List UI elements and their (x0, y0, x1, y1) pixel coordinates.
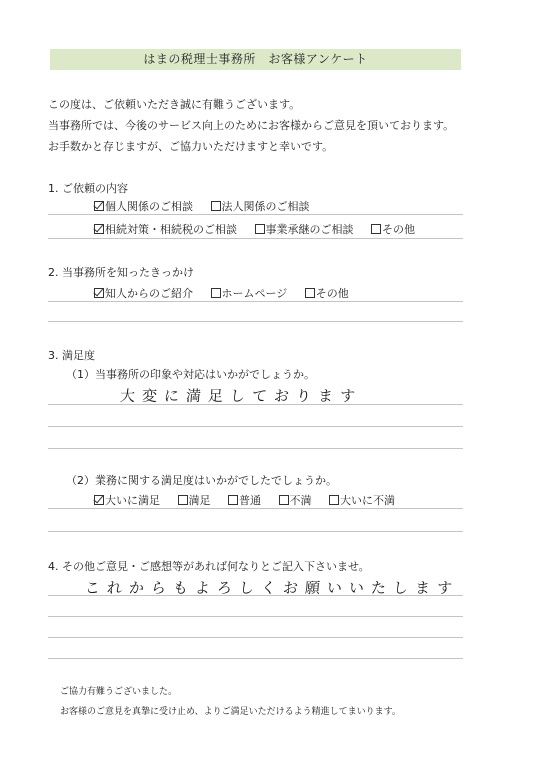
checkbox[interactable] (371, 224, 381, 234)
checkbox[interactable] (211, 288, 221, 298)
q3-options-row-1 (94, 492, 409, 508)
q2-options-row-1 (94, 285, 363, 301)
checkbox[interactable] (305, 288, 315, 298)
q2-option-homepage[interactable]: ホームページ (211, 285, 288, 301)
intro-line-1: この度は、ご依頼いただき誠に有難うございます。 (48, 98, 301, 111)
q2-heading: 2. 当事務所を知ったきっかけ (48, 266, 194, 279)
checkbox[interactable] (329, 495, 339, 505)
q3-option-satisfied[interactable]: 満足 (178, 492, 211, 508)
answer-line (48, 595, 463, 596)
q1-option-corporate[interactable]: 法人関係のご相談 (211, 198, 310, 214)
q4-heading: 4. その他ご意見・ご感想等があれば何なりとご記入下さいませ。 (48, 560, 370, 573)
footer-message: お客様のご意見を真摯に受け止め、よりご満足いただけるよう精進してまいります。 (60, 707, 401, 717)
q4-handwritten-answer[interactable]: これからもよろしくお願いいたします (84, 579, 460, 597)
q1-heading: 1. ご依頼の内容 (48, 182, 128, 195)
q3-sub1-handwritten-answer[interactable]: 大変に満足しております (119, 387, 363, 405)
answer-line (48, 301, 463, 302)
checkbox[interactable] (178, 495, 188, 505)
q1-option-succession[interactable]: 事業承継のご相談 (255, 221, 354, 237)
answer-line (48, 214, 463, 215)
answer-line (48, 321, 463, 322)
form-title: はまの税理士事務所 お客様アンケート (50, 49, 461, 70)
answer-line (48, 508, 463, 509)
q3-option-neutral[interactable]: 普通 (228, 492, 261, 508)
answer-line (48, 637, 463, 638)
q2-option-other[interactable]: その他 (305, 285, 349, 301)
q3-sub2-question: （2）業務に関する満足度はいかがでしたでしょうか。 (66, 474, 337, 487)
checkbox[interactable] (255, 224, 265, 234)
q1-options-row-2 (94, 221, 429, 237)
checkbox-checked[interactable] (94, 288, 104, 298)
answer-line (48, 426, 463, 427)
answer-line (48, 658, 463, 659)
checkbox[interactable] (211, 201, 221, 211)
answer-line (48, 616, 463, 617)
q1-option-inheritance[interactable]: 相続対策・相続税のご相談 (94, 221, 237, 237)
q1-options-row-1 (94, 198, 324, 214)
answer-line (48, 531, 463, 532)
answer-line (48, 448, 463, 449)
checkbox-checked[interactable] (94, 224, 104, 234)
checkbox[interactable] (228, 495, 238, 505)
q1-option-individual[interactable]: 個人関係のご相談 (94, 198, 193, 214)
q3-sub1-question: （1）当事務所の印象や対応はいかがでしょうか。 (66, 368, 315, 381)
q2-option-referral[interactable]: 知人からのご紹介 (94, 285, 193, 301)
checkbox[interactable] (279, 495, 289, 505)
q3-option-dissatisfied[interactable]: 不満 (279, 492, 312, 508)
q3-option-very-satisfied[interactable]: 大いに満足 (94, 492, 160, 508)
intro-line-2: 当事務所では、今後のサービス向上のためにお客様からご意見を頂いております。 (48, 119, 455, 132)
footer-thanks: ご協力有難うございました。 (60, 687, 178, 697)
answer-line (48, 404, 463, 405)
checkbox-checked[interactable] (94, 201, 104, 211)
answer-line (48, 238, 463, 239)
q3-heading: 3. 満足度 (48, 349, 95, 362)
q1-option-other[interactable]: その他 (371, 221, 415, 237)
intro-line-3: お手数かと存じますが、ご協力いただけますと幸いです。 (48, 140, 334, 153)
q3-option-very-dissatisfied[interactable]: 大いに不満 (329, 492, 395, 508)
checkbox-checked[interactable] (94, 495, 104, 505)
